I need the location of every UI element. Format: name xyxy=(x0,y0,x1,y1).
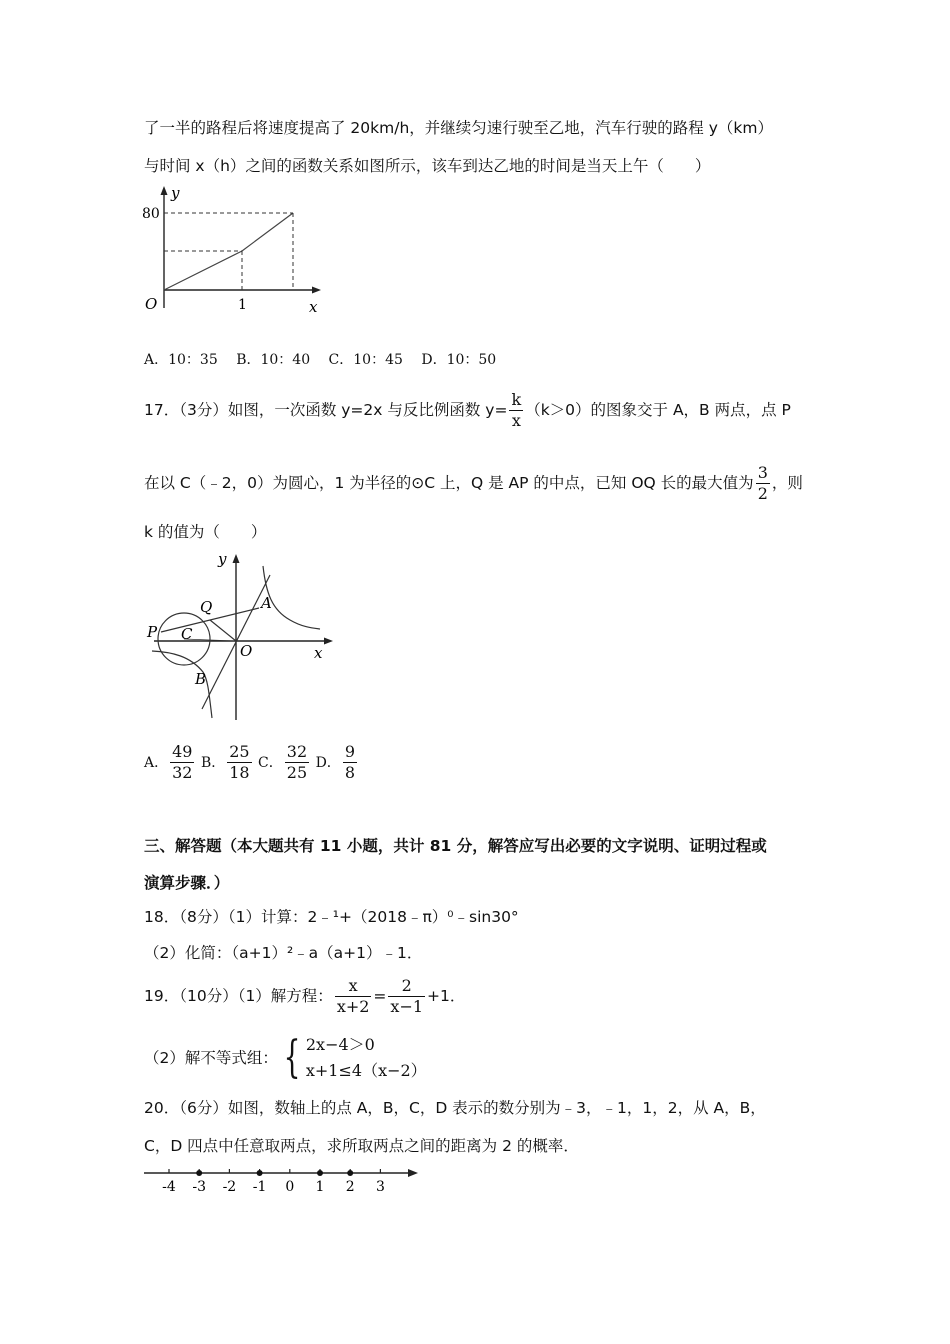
number-line-tick-label: -2 xyxy=(222,1179,237,1195)
q17-option-c-den: 25 xyxy=(286,763,308,782)
q17-suffix: （k＞0）的图象交于 A，B 两点，点 P xyxy=(525,401,791,419)
number-line-tick-label: -4 xyxy=(162,1179,176,1195)
q19-suffix: +1． xyxy=(427,987,466,1005)
number-line-tick-label: -1 xyxy=(252,1179,267,1195)
q20-line-1: 20．（6分）如图，数轴上的点 A，B，C，D 表示的数分别为﹣3，﹣1，1，2，从 A，B， xyxy=(144,1099,766,1117)
q16-y-label: y xyxy=(171,184,180,202)
q17-option-a-label: A． xyxy=(144,754,169,771)
q19-ineq-2: x+1≤4（x−2） xyxy=(305,1061,427,1080)
q17-options xyxy=(144,742,359,783)
q19-part-1 xyxy=(144,976,465,1017)
q17-option-c xyxy=(258,742,311,782)
q16-line-1: 了一半的路程后将速度提高了 20km/h，并继续匀速行驶至乙地，汽车行驶的路程 y（km） xyxy=(144,119,773,137)
q17-option-b xyxy=(200,742,254,782)
q17-option-c-label: C． xyxy=(258,754,283,771)
q17-line-2a: 在以 C（﹣2，0）为圆心，1 为半径的⊙C 上，Q 是 AP 的中点，已知 OQ 长的最大值为 xyxy=(144,474,754,492)
q19-frac-2-den: x−1 xyxy=(390,997,424,1016)
q17-option-c-num: 32 xyxy=(286,742,308,761)
q16-x-label: x xyxy=(309,298,318,316)
q17-option-b-den: 18 xyxy=(229,763,250,782)
q19-frac-1-den: x+2 xyxy=(336,997,370,1016)
q17-option-a xyxy=(144,742,196,782)
q17-option-d-label: D． xyxy=(315,754,341,771)
q17-option-d-num: 9 xyxy=(344,742,355,761)
q18-part-1: 18．（8分）（1）计算：2﹣¹+（2018﹣π）⁰﹣sin30° xyxy=(144,908,519,926)
q16-y-tick: 80 xyxy=(142,206,160,222)
arrow-right-icon xyxy=(408,1169,418,1177)
q17-option-b-label: B． xyxy=(200,754,226,771)
q16-graph xyxy=(138,183,328,318)
q17-frac-max-num: 3 xyxy=(757,463,768,482)
number-line-tick-label: 2 xyxy=(345,1179,355,1195)
number-line-point xyxy=(257,1170,263,1176)
q20-number-line xyxy=(140,1160,430,1198)
q17-origin: O xyxy=(240,642,253,660)
q17-graph xyxy=(142,548,342,726)
q17-frac-max-den: 2 xyxy=(757,484,768,503)
q18-part-2: （2）化简：（a+1）²﹣a（a+1）﹣1． xyxy=(144,944,423,962)
q17-line-3: k 的值为（ ） xyxy=(144,523,267,541)
q19-prefix: 19．（10分）（1）解方程： xyxy=(144,987,333,1005)
q17-option-b-num: 25 xyxy=(229,742,250,761)
q16-origin: O xyxy=(145,295,158,313)
q16-x-tick: 1 xyxy=(238,297,247,313)
q17-option-d-den: 8 xyxy=(344,763,355,782)
q17-label-a: A xyxy=(261,594,272,612)
q17-frac-k xyxy=(509,390,523,431)
q17-y-label: y xyxy=(218,550,227,568)
q19-frac-2 xyxy=(388,976,425,1017)
number-line-tick-label: -3 xyxy=(192,1179,207,1195)
q16-line-2: 与时间 x（h）之间的函数关系如图所示，该车到达乙地的时间是当天上午（ ） xyxy=(144,157,711,175)
brace-icon: { xyxy=(283,1032,301,1083)
q17-line-1 xyxy=(144,390,791,431)
q19-part-2 xyxy=(144,1032,427,1084)
section3-heading-2: 演算步骤．） xyxy=(144,874,230,892)
number-line-point xyxy=(317,1170,323,1176)
q17-option-d xyxy=(315,742,359,782)
q19-part-2-label: （2）解不等式组： xyxy=(144,1049,278,1067)
q17-frac-k-num: k xyxy=(511,390,522,409)
number-line-point xyxy=(347,1170,353,1176)
number-line-tick-label: 1 xyxy=(315,1179,325,1195)
section3-heading-1: 三、解答题（本大题共有 11 小题，共计 81 分，解答应写出必要的文字说明、证明过程或 xyxy=(144,837,767,855)
q19-system xyxy=(306,1032,427,1084)
q17-frac-max xyxy=(756,463,770,504)
q16-segment-2 xyxy=(242,213,293,251)
q17-segment-oq xyxy=(210,620,236,641)
number-line-point xyxy=(196,1170,202,1176)
q19-ineq-1: 2x−4＞0 xyxy=(305,1035,375,1054)
q20-line-2: C，D 四点中任意取两点，求所取两点之间的距离为 2 的概率． xyxy=(144,1137,579,1155)
q17-label-p: P xyxy=(147,623,158,641)
q17-label-c: C xyxy=(181,625,193,643)
q16-segment-1 xyxy=(164,251,242,290)
q17-line-2 xyxy=(144,463,803,504)
q19-eq: = xyxy=(373,987,387,1005)
q17-option-a-den: 32 xyxy=(172,763,193,782)
q17-x-label: x xyxy=(314,644,323,662)
q17-frac-k-den: x xyxy=(511,411,521,430)
number-line-tick-label: 0 xyxy=(285,1179,295,1195)
q17-label-q: Q xyxy=(200,598,213,616)
q16-options: A．10：35 B．10：40 C．10：45 D．10：50 xyxy=(144,352,497,368)
q19-frac-2-num: 2 xyxy=(388,976,425,997)
q17-prefix: 17．（3分）如图，一次函数 y=2x 与反比例函数 y= xyxy=(144,401,508,419)
q17-option-a-num: 49 xyxy=(172,742,193,761)
q19-frac-1-num: x xyxy=(335,976,372,997)
number-line-tick-label: 3 xyxy=(375,1179,385,1195)
q17-line-2b: ，则 xyxy=(771,474,803,492)
q19-frac-1 xyxy=(335,976,372,1017)
q17-label-b: B xyxy=(195,670,207,688)
